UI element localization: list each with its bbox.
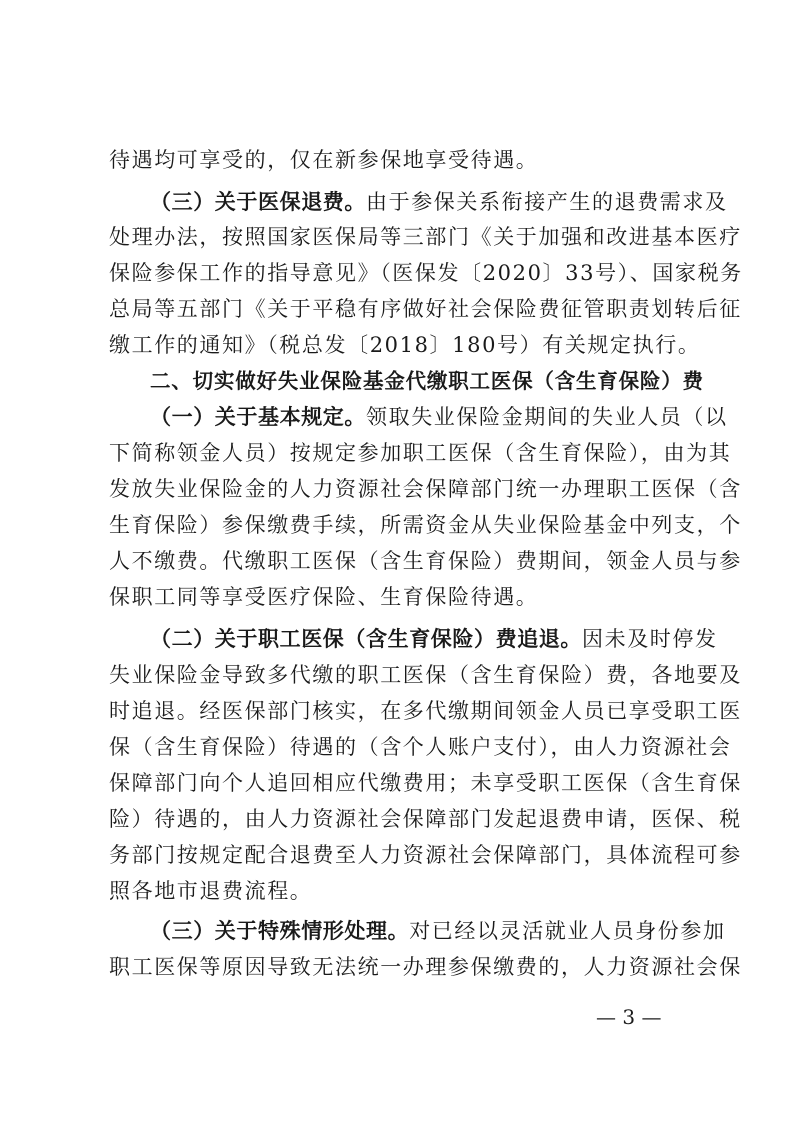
text-line (150, 402, 728, 432)
text-line: 照各地市退费流程。 (109, 879, 313, 903)
text-line: 生育保险）参保缴费手续，所需资金从失业保险基金中列支，个 (109, 513, 742, 537)
text-line: 处理办法，按照国家医保局等三部门《关于加强和改进基本医疗 (109, 225, 742, 249)
text-run: 领取失业保险金期间的失业人员（以 (366, 405, 728, 429)
section-heading: 二、切实做好失业保险基金代缴职工医保（含生育保险）费 (150, 369, 704, 393)
text-line: 发放失业保险金的人力资源社会保障部门统一办理职工医保（含 (109, 477, 742, 501)
text-line: 保险参保工作的指导意见》（医保发〔2020〕33号）、国家税务 (109, 261, 743, 285)
text-line: 失业保险金导致多代缴的职工医保（含生育保险）费，各地要及 (109, 663, 742, 687)
text-line: 缴工作的通知》（税总发〔2018〕180号）有关规定执行。 (109, 333, 701, 357)
text-line (150, 916, 726, 946)
text-line: 总局等五部门《关于平稳有序做好社会保险费征管职责划转后征 (109, 297, 742, 321)
text-run: 因未及时停发 (582, 627, 718, 651)
page-number: — 3 — (596, 1005, 662, 1029)
text-line (150, 187, 728, 217)
text-line: 保（含生育保险）待遇的（含个人账户支付），由人力资源社会 (109, 735, 732, 759)
paragraph-lead: （一）关于基本规定。 (150, 405, 366, 429)
text-line: 人不缴费。代缴职工医保（含生育保险）费期间，领金人员与参 (109, 549, 742, 573)
text-run: 由于参保关系衔接产生的退费需求及 (366, 190, 728, 214)
paragraph-lead: （三）关于医保退费。 (150, 190, 366, 214)
text-line: 保障部门向个人追回相应代缴费用；未享受职工医保（含生育保 (109, 771, 742, 795)
text-line: 险）待遇的，由人力资源社会保障部门发起退费申请，医保、税 (109, 807, 742, 831)
text-line: 保职工同等享受医疗保险、生育保险待遇。 (109, 585, 539, 609)
text-line: 待遇均可享受的，仅在新参保地享受待遇。 (109, 148, 539, 172)
text-run: 对已经以灵活就业人员身份参加 (409, 919, 726, 943)
text-line: 下简称领金人员）按规定参加职工医保（含生育保险），由为其 (109, 441, 732, 465)
text-line: 务部门按规定配合退费至人力资源社会保障部门，具体流程可参 (109, 843, 742, 867)
text-line (150, 624, 718, 654)
paragraph-lead: （三）关于特殊情形处理。 (150, 919, 410, 943)
paragraph-lead: （二）关于职工医保（含生育保险）费追退。 (150, 627, 582, 651)
text-line: 时追退。经医保部门核实，在多代缴期间领金人员已享受职工医 (109, 699, 742, 723)
text-line: 职工医保等原因导致无法统一办理参保缴费的，人力资源社会保 (109, 955, 742, 979)
